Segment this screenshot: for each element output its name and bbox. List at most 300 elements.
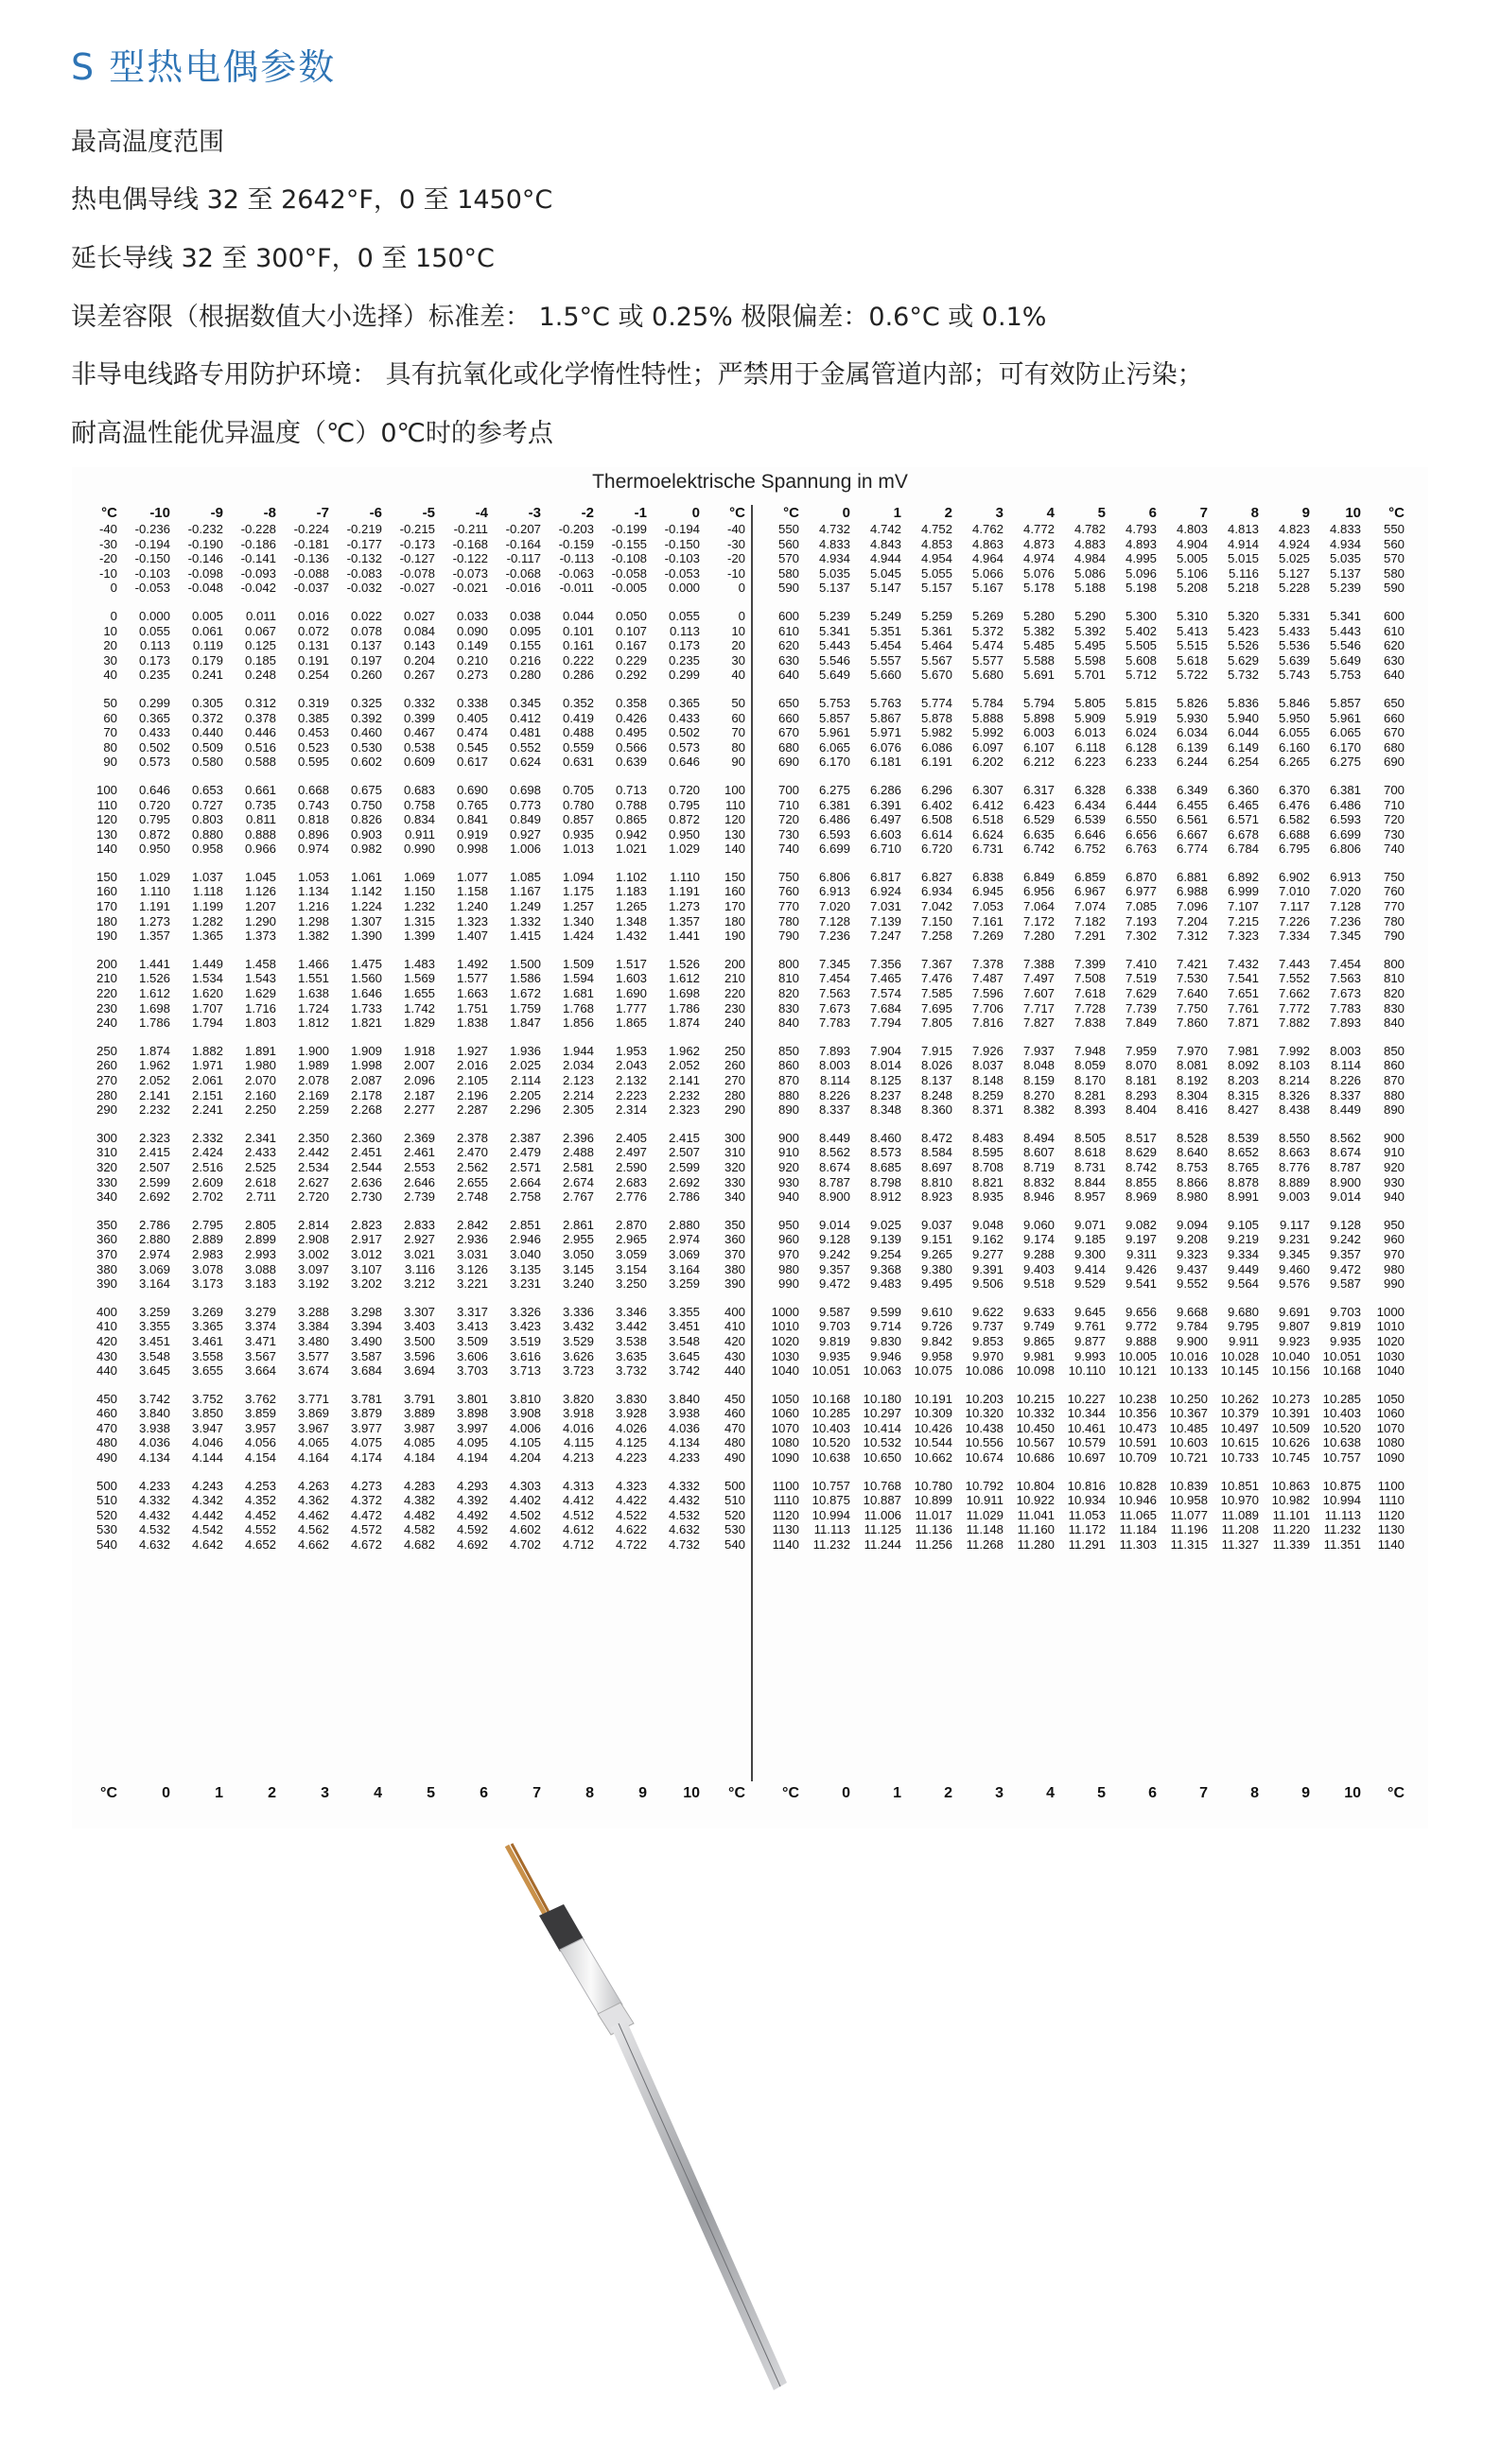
voltage-cell: 3.801	[456, 1391, 488, 1406]
voltage-cell: 3.288	[297, 1304, 329, 1319]
voltage-cell: 2.415	[668, 1130, 700, 1145]
voltage-cell: 6.486	[1329, 797, 1361, 812]
voltage-cell: 3.645	[138, 1363, 170, 1379]
voltage-cell: 1.509	[562, 956, 594, 971]
voltage-cell: 4.672	[350, 1537, 382, 1553]
voltage-cell: -0.093	[240, 565, 276, 581]
voltage-cell: 6.508	[920, 812, 952, 827]
temperature-cell: 600	[1383, 608, 1405, 623]
voltage-cell: 0.173	[668, 638, 700, 653]
voltage-cell: 5.567	[920, 652, 952, 668]
voltage-cell: 9	[1301, 505, 1310, 521]
voltage-cell: 5.157	[920, 581, 952, 596]
voltage-cell: 10.911	[966, 1493, 1004, 1508]
voltage-cell: 6.699	[818, 842, 850, 857]
voltage-cell: -0.005	[611, 581, 647, 596]
table-footer-left	[72, 1786, 745, 1801]
voltage-cell: 4.243	[191, 1478, 223, 1493]
voltage-cell: 6.360	[1227, 782, 1259, 797]
voltage-cell: 2.674	[562, 1174, 594, 1189]
temperature-cell: 620	[777, 638, 799, 653]
voltage-cell: 5.035	[818, 565, 850, 581]
probe-transition-sleeve	[539, 1904, 634, 2035]
voltage-cell: 7.563	[1329, 971, 1361, 986]
paragraph-max-temp-range: 最高温度范围	[71, 128, 224, 157]
voltage-cell: 1.257	[562, 899, 594, 914]
voltage-cell: 2.993	[244, 1246, 276, 1261]
table-row	[72, 653, 745, 668]
voltage-cell: 2.259	[297, 1102, 329, 1118]
voltage-cell: 10.839	[1169, 1478, 1208, 1493]
voltage-cell: 9.254	[869, 1246, 901, 1261]
voltage-cell: 5.815	[1125, 695, 1157, 710]
voltage-cell: 3	[321, 1785, 329, 1801]
voltage-cell: 10.461	[1067, 1420, 1106, 1435]
temperature-cell: 510	[96, 1493, 117, 1508]
voltage-cell: 1.777	[615, 1000, 647, 1015]
voltage-cell: 9.784	[1176, 1319, 1208, 1334]
voltage-cell: 1	[893, 1785, 901, 1801]
table-row	[758, 624, 1405, 639]
table-row	[72, 668, 745, 683]
temperature-cell: 350	[96, 1217, 117, 1232]
table-row	[72, 725, 745, 740]
group-spacer	[72, 944, 745, 957]
temperature-cell: 930	[777, 1174, 799, 1189]
voltage-cell: 3.040	[509, 1246, 541, 1261]
voltage-cell: 3.655	[191, 1363, 223, 1379]
voltage-cell: 9.277	[971, 1246, 1004, 1261]
temperature-cell: 690	[1383, 755, 1405, 770]
table-header-row	[72, 505, 745, 522]
voltage-cell: 10.792	[965, 1478, 1004, 1493]
table-divider	[751, 505, 753, 1781]
voltage-cell: 7.215	[1227, 913, 1259, 928]
voltage-cell: 8.226	[1329, 1073, 1361, 1087]
voltage-cell: 8.014	[869, 1058, 901, 1073]
voltage-cell: 2.758	[509, 1189, 541, 1205]
temperature-cell: 440	[96, 1363, 117, 1379]
voltage-cell: 2.664	[509, 1174, 541, 1189]
voltage-cell: 5.670	[920, 668, 952, 683]
voltage-cell: 8.708	[971, 1159, 1004, 1174]
voltage-cell: 1.612	[668, 971, 700, 986]
voltage-cell: 6.202	[971, 755, 1004, 770]
temperature-cell: 870	[1383, 1073, 1405, 1087]
table-title: Thermoelektrische Spannung in mV	[592, 471, 908, 493]
voltage-cell: 10.757	[812, 1478, 850, 1493]
voltage-cell: 5.992	[971, 725, 1004, 740]
voltage-cell: 10.875	[812, 1493, 850, 1508]
voltage-cell: 6	[1148, 505, 1157, 521]
temperature-cell: 530	[724, 1522, 745, 1537]
voltage-cell: 7.367	[920, 956, 952, 971]
voltage-cell: 0.974	[297, 842, 329, 857]
voltage-cell: 3.384	[297, 1319, 329, 1334]
voltage-cell: 0.216	[509, 652, 541, 668]
voltage-cell: 2.470	[456, 1145, 488, 1160]
temperature-cell: 1060	[771, 1406, 799, 1421]
voltage-cell: 6.118	[1074, 739, 1106, 755]
voltage-cell: 5.116	[1228, 565, 1259, 581]
voltage-cell: 2.123	[562, 1073, 594, 1087]
voltage-cell: 0	[162, 1785, 170, 1801]
voltage-cell: 8.170	[1073, 1073, 1106, 1087]
temperature-cell: 720	[1383, 812, 1405, 827]
voltage-cell: 9.014	[1329, 1189, 1361, 1205]
voltage-cell: 2.479	[509, 1145, 541, 1160]
voltage-cell: 0.149	[456, 638, 488, 653]
voltage-cell: 1.142	[350, 884, 382, 899]
voltage-cell: 5.940	[1227, 710, 1259, 725]
voltage-cell: 8.776	[1278, 1159, 1310, 1174]
voltage-cell: 2.581	[562, 1159, 594, 1174]
voltage-cell: -0.103	[664, 551, 700, 566]
table-row	[72, 1392, 745, 1407]
voltage-cell: 5.147	[869, 581, 901, 596]
voltage-cell: 9.300	[1073, 1246, 1106, 1261]
temperature-cell: 750	[1383, 869, 1405, 884]
voltage-cell: 1.517	[615, 956, 647, 971]
voltage-cell: 2.141	[668, 1073, 700, 1087]
temperature-cell: 820	[1383, 986, 1405, 1001]
voltage-cell: 7.684	[869, 1000, 901, 1015]
voltage-cell: 4.732	[668, 1537, 700, 1553]
voltage-cell: 8.304	[1176, 1087, 1208, 1102]
voltage-cell: 2.908	[297, 1232, 329, 1247]
voltage-cell: 5.188	[1073, 581, 1106, 596]
temperature-cell: 590	[777, 581, 799, 596]
group-spacer	[758, 857, 1405, 870]
voltage-cell: 8.003	[818, 1058, 850, 1073]
temperature-cell: 980	[1383, 1261, 1405, 1276]
voltage-cell: 2.007	[403, 1058, 435, 1073]
voltage-cell: 7.651	[1227, 986, 1259, 1001]
temperature-cell: 390	[724, 1276, 745, 1292]
voltage-cell: 11.113	[1324, 1507, 1361, 1522]
voltage-cell: 11.327	[1221, 1537, 1259, 1553]
voltage-cell: 3.742	[138, 1391, 170, 1406]
voltage-cell: 5.753	[1329, 668, 1361, 683]
voltage-cell: 9.003	[1278, 1189, 1310, 1205]
temperature-cell: 290	[96, 1102, 117, 1118]
voltage-cell: 1.716	[244, 1000, 276, 1015]
voltage-cell: 9.472	[818, 1276, 850, 1292]
voltage-cell: -0.108	[611, 551, 647, 566]
voltage-cell: 0	[842, 1785, 850, 1801]
voltage-cell: 7.926	[971, 1043, 1004, 1058]
voltage-cell: 2.974	[668, 1232, 700, 1247]
table-row	[758, 957, 1405, 972]
voltage-cell: 2.034	[562, 1058, 594, 1073]
table-row	[758, 1537, 1405, 1553]
voltage-cell: 9.865	[1022, 1333, 1055, 1348]
voltage-cell: 7.992	[1278, 1043, 1310, 1058]
voltage-cell: 0.072	[297, 623, 329, 638]
voltage-cell: 4.944	[869, 551, 901, 566]
voltage-cell: 9.368	[869, 1261, 901, 1276]
voltage-cell: 4.213	[562, 1450, 594, 1466]
table-row	[758, 1160, 1405, 1175]
voltage-cell: 8.787	[1329, 1159, 1361, 1174]
voltage-cell: 6.223	[1073, 755, 1106, 770]
voltage-cell: 0.872	[668, 812, 700, 827]
voltage-cell: 8.114	[1330, 1058, 1361, 1073]
voltage-cell: 0.338	[456, 695, 488, 710]
table-row	[72, 711, 745, 726]
voltage-cell: 1.698	[138, 1000, 170, 1015]
voltage-cell: 3.957	[244, 1420, 276, 1435]
voltage-cell: 1.663	[456, 986, 488, 1001]
temperature-cell: 230	[96, 1000, 117, 1015]
voltage-cell: 5.300	[1125, 608, 1157, 623]
voltage-cell: -0.211	[453, 522, 488, 536]
voltage-cell: -8	[263, 505, 276, 521]
voltage-cell: 10.391	[1271, 1406, 1310, 1421]
table-row	[758, 971, 1405, 986]
voltage-cell: 10.028	[1220, 1348, 1259, 1363]
voltage-cell: 10.804	[1016, 1478, 1055, 1493]
voltage-cell: 5.536	[1278, 638, 1310, 653]
table-row	[758, 1232, 1405, 1247]
paragraph-reference-point: 耐高温性能优异温度（℃）0℃时的参考点	[71, 419, 553, 448]
temperature-cell: 460	[724, 1406, 745, 1421]
voltage-cell: 0.966	[244, 842, 276, 857]
voltage-cell: 7.128	[1329, 899, 1361, 914]
voltage-cell: 0.241	[191, 668, 223, 683]
table-right	[758, 505, 1405, 1553]
voltage-cell: 4.442	[191, 1507, 223, 1522]
voltage-cell: 1.812	[297, 1015, 329, 1031]
voltage-cell: 11.256	[915, 1537, 952, 1553]
table-row	[72, 522, 745, 537]
table-row	[72, 1088, 745, 1103]
voltage-cell: -5	[422, 505, 435, 521]
voltage-cell: 9.082	[1125, 1217, 1157, 1232]
voltage-cell: 7	[1199, 505, 1208, 521]
voltage-cell: -0.068	[505, 565, 541, 581]
voltage-cell: 0.044	[562, 608, 594, 623]
voltage-cell: 2.880	[668, 1217, 700, 1232]
table-row	[758, 1522, 1405, 1537]
voltage-cell: 4.036	[668, 1420, 700, 1435]
voltage-cell: 0.559	[562, 739, 594, 755]
voltage-cell: 10.309	[914, 1406, 952, 1421]
voltage-cell: 7.378	[971, 956, 1004, 971]
voltage-cell: 10.485	[1169, 1420, 1208, 1435]
table-row	[72, 1189, 745, 1205]
voltage-cell: 8.946	[1022, 1189, 1055, 1205]
voltage-cell: 10.709	[1118, 1450, 1157, 1466]
voltage-cell: 0.609	[403, 755, 435, 770]
voltage-cell: 8.866	[1176, 1174, 1208, 1189]
voltage-cell: 8.584	[920, 1145, 952, 1160]
voltage-cell: 8.855	[1125, 1174, 1157, 1189]
voltage-cell: 7.117	[1279, 899, 1310, 914]
voltage-cell: 2.151	[191, 1087, 223, 1102]
temperature-cell: 680	[1383, 739, 1405, 755]
voltage-cell: 3.012	[350, 1246, 382, 1261]
voltage-cell: 3.480	[297, 1333, 329, 1348]
voltage-cell: 0.552	[509, 739, 541, 755]
voltage-cell: 7.388	[1022, 956, 1055, 971]
voltage-cell: 11.089	[1221, 1507, 1259, 1522]
voltage-cell: 2.415	[138, 1145, 170, 1160]
voltage-cell: 1.458	[244, 956, 276, 971]
voltage-cell: 2.461	[403, 1145, 435, 1160]
voltage-cell: 6.988	[1176, 884, 1208, 899]
temperature-cell: 840	[777, 1015, 799, 1031]
voltage-cell: 4.233	[668, 1450, 700, 1466]
voltage-cell: 2.870	[615, 1217, 647, 1232]
voltage-cell: 7.530	[1176, 971, 1208, 986]
voltage-cell: -0.136	[293, 551, 329, 566]
voltage-cell: 4.883	[1073, 536, 1106, 551]
voltage-cell: 10.887	[863, 1493, 901, 1508]
voltage-cell: 6.128	[1125, 739, 1157, 755]
voltage-cell: 8	[1250, 1785, 1259, 1801]
voltage-cell: 5.433	[1278, 623, 1310, 638]
table-row	[72, 1160, 745, 1175]
voltage-cell: 4.934	[818, 551, 850, 566]
voltage-cell: 10	[683, 1785, 700, 1801]
temperature-cell: 530	[96, 1522, 117, 1537]
voltage-cell: 1.672	[509, 986, 541, 1001]
voltage-cell: 9.911	[1228, 1333, 1259, 1348]
temperature-cell: 780	[777, 913, 799, 928]
voltage-cell: -0.181	[293, 536, 329, 551]
voltage-cell: 3.423	[509, 1319, 541, 1334]
voltage-cell: 8.281	[1073, 1087, 1106, 1102]
voltage-cell: 0.055	[668, 608, 700, 623]
voltage-cell: 4.752	[920, 522, 952, 536]
table-row	[758, 1001, 1405, 1016]
voltage-cell: 7.345	[1329, 928, 1361, 944]
voltage-cell: 9	[1301, 1785, 1310, 1801]
voltage-cell: 9.970	[971, 1348, 1004, 1363]
voltage-cell: 0.204	[403, 652, 435, 668]
voltage-cell: 9.703	[1329, 1304, 1361, 1319]
temperature-cell: 430	[96, 1348, 117, 1363]
voltage-cell: 10.816	[1067, 1478, 1106, 1493]
table-row	[758, 798, 1405, 813]
voltage-cell: 4.793	[1125, 522, 1157, 536]
voltage-cell: 4	[374, 1785, 382, 1801]
table-row	[758, 986, 1405, 1001]
voltage-cell: 2.187	[403, 1087, 435, 1102]
voltage-cell: 1.646	[350, 986, 382, 1001]
voltage-cell: 2.387	[509, 1130, 541, 1145]
voltage-cell: 8.125	[869, 1073, 901, 1087]
voltage-cell: -0.073	[452, 565, 488, 581]
voltage-cell: 4.332	[668, 1478, 700, 1493]
voltage-cell: 4.995	[1125, 551, 1157, 566]
table-row	[72, 1522, 745, 1537]
voltage-cell: 5	[427, 1785, 435, 1801]
voltage-cell: 1.821	[350, 1015, 382, 1031]
voltage-cell: 7.258	[920, 928, 952, 944]
voltage-cell: 1.282	[191, 913, 223, 928]
voltage-cell: 7.128	[818, 913, 850, 928]
voltage-cell: 5.629	[1227, 652, 1259, 668]
voltage-cell: 6.614	[920, 826, 952, 842]
voltage-cell: 1.751	[456, 1000, 488, 1015]
voltage-cell: 4.542	[191, 1522, 223, 1537]
table-row	[758, 1450, 1405, 1466]
voltage-cell: 7.596	[971, 986, 1004, 1001]
voltage-cell: 6.892	[1227, 869, 1259, 884]
voltage-cell: 9.993	[1073, 1348, 1106, 1363]
table-row	[72, 798, 745, 813]
voltage-cell: 2.805	[244, 1217, 276, 1232]
voltage-cell: 0.173	[138, 652, 170, 668]
voltage-cell: 2.609	[191, 1174, 223, 1189]
table-row	[758, 1145, 1405, 1160]
voltage-cell: 4.853	[920, 536, 952, 551]
voltage-cell: 9.060	[1022, 1217, 1055, 1232]
voltage-cell: 8.494	[1022, 1130, 1055, 1145]
voltage-cell: 9.117	[1279, 1217, 1310, 1232]
voltage-cell: 5.239	[818, 608, 850, 623]
voltage-cell: 2.683	[615, 1174, 647, 1189]
voltage-cell: 5.691	[1022, 668, 1055, 683]
voltage-cell: 6.806	[818, 869, 850, 884]
voltage-cell: 10.780	[914, 1478, 952, 1493]
voltage-cell: 0.101	[562, 623, 594, 638]
table-row	[72, 1262, 745, 1277]
voltage-cell: 2.786	[138, 1217, 170, 1232]
table-row	[758, 1189, 1405, 1205]
temperature-cell: 1000	[1376, 1304, 1405, 1319]
voltage-cell: 1.382	[297, 928, 329, 944]
voltage-cell: 3.164	[138, 1276, 170, 1292]
voltage-cell: 1.085	[509, 869, 541, 884]
voltage-cell: 3.154	[615, 1261, 647, 1276]
voltage-cell: 4.303	[509, 1478, 541, 1493]
temperature-cell: 90	[731, 755, 745, 770]
voltage-cell: 0.668	[297, 782, 329, 797]
group-spacer	[72, 1031, 745, 1044]
voltage-cell: 8.460	[869, 1130, 901, 1145]
voltage-cell: 5.784	[971, 695, 1004, 710]
voltage-cell: 3.538	[615, 1333, 647, 1348]
voltage-cell: 6.795	[1278, 842, 1310, 857]
voltage-cell: 8.237	[869, 1087, 901, 1102]
voltage-cell: 0.849	[509, 812, 541, 827]
voltage-cell: 9.541	[1125, 1276, 1157, 1292]
voltage-cell: 2.692	[668, 1174, 700, 1189]
voltage-cell: 1.803	[244, 1015, 276, 1031]
temperature-cell: 1130	[772, 1522, 799, 1537]
voltage-cell: 1.134	[297, 884, 329, 899]
voltage-cell: 2.720	[297, 1189, 329, 1205]
voltage-cell: 3.183	[244, 1276, 276, 1292]
voltage-cell: 11.244	[864, 1537, 901, 1553]
temperature-cell: 260	[96, 1058, 117, 1073]
voltage-cell: 5.086	[1073, 565, 1106, 581]
voltage-cell: 1.847	[509, 1015, 541, 1031]
temperature-cell: 330	[724, 1174, 745, 1189]
temperature-cell: 730	[777, 826, 799, 842]
voltage-cell: 8.259	[971, 1087, 1004, 1102]
voltage-cell: 0.713	[615, 782, 647, 797]
voltage-cell: 8.037	[971, 1058, 1004, 1073]
voltage-cell: 7.053	[971, 899, 1004, 914]
temperature-cell: 830	[1383, 1000, 1405, 1015]
voltage-cell: 9.208	[1176, 1232, 1208, 1247]
voltage-cell: 5.649	[818, 668, 850, 683]
temperature-cell: 1030	[771, 1348, 799, 1363]
